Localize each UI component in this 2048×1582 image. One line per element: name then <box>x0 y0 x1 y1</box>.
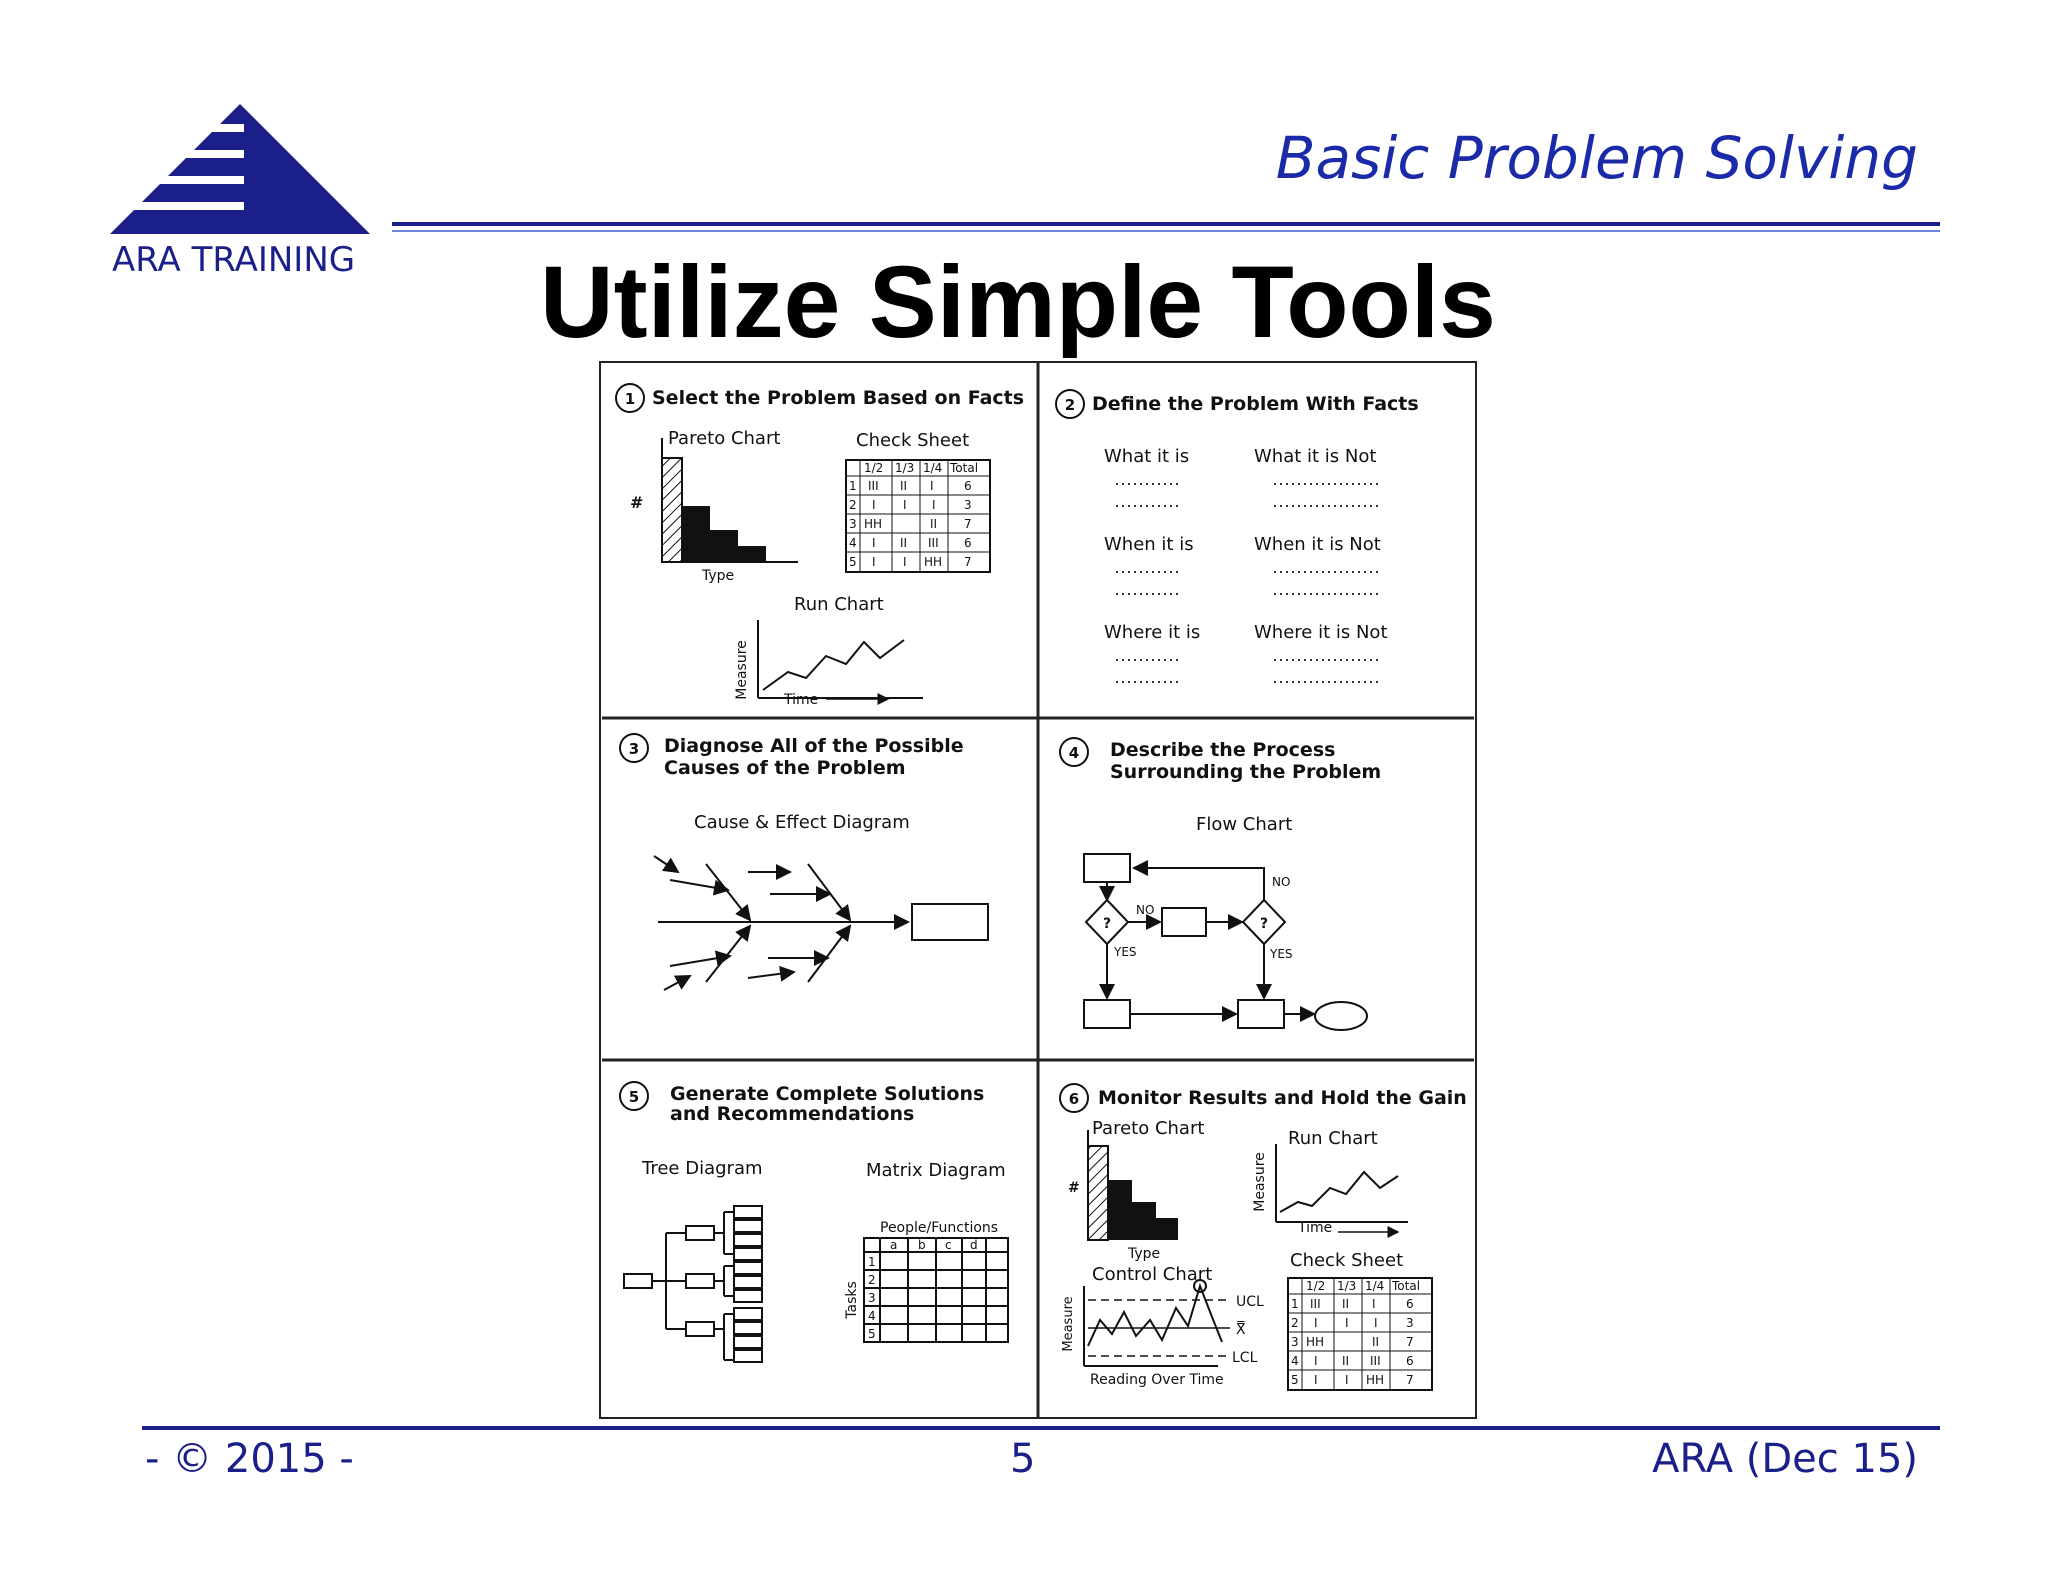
header-rule-thin <box>392 230 1940 232</box>
svg-text:II: II <box>1372 1335 1380 1349</box>
svg-text:HH: HH <box>1366 1373 1385 1387</box>
svg-text:NO: NO <box>1272 875 1291 889</box>
svg-text:2: 2 <box>1291 1316 1299 1330</box>
svg-text:HH: HH <box>1306 1335 1325 1349</box>
check-col: Total <box>1392 1279 1421 1293</box>
svg-text:III: III <box>868 479 879 493</box>
svg-text:I: I <box>1345 1316 1349 1330</box>
svg-text:III: III <box>1370 1354 1381 1368</box>
svg-text:Surrounding the Problem: Surrounding the Problem <box>1110 761 1382 783</box>
footer-rule <box>142 1426 1940 1430</box>
svg-text:?: ? <box>1259 916 1269 932</box>
svg-text:HH: HH <box>924 555 943 569</box>
svg-text:What it is Not: What it is Not <box>1254 446 1377 467</box>
svg-text:4: 4 <box>849 536 857 550</box>
svg-text:and Recommendations: and Recommendations <box>670 1103 915 1125</box>
svg-text:I: I <box>1374 1316 1378 1330</box>
check-col: 1/3 <box>1337 1279 1357 1293</box>
svg-text:6: 6 <box>1406 1297 1414 1311</box>
svg-text:I: I <box>872 536 876 550</box>
svg-text:I: I <box>872 498 876 512</box>
svg-text:Time: Time <box>784 692 819 708</box>
check-col: 1/2 <box>864 461 884 475</box>
svg-text:5: 5 <box>849 555 857 569</box>
svg-text:Measure: Measure <box>734 640 750 700</box>
svg-text:6: 6 <box>1068 1090 1080 1108</box>
svg-text:HH: HH <box>864 517 883 531</box>
svg-text:II: II <box>900 536 908 550</box>
check-col: 1/2 <box>1306 1279 1326 1293</box>
svg-text:Pareto Chart: Pareto Chart <box>1092 1118 1205 1139</box>
svg-text:I: I <box>1372 1297 1376 1311</box>
svg-text:Check Sheet: Check Sheet <box>1290 1250 1404 1271</box>
svg-text:a: a <box>890 1238 898 1252</box>
svg-text:#: # <box>630 493 644 512</box>
header-subtitle: Basic Problem Solving <box>1275 124 1918 192</box>
svg-text:II: II <box>1342 1354 1350 1368</box>
svg-text:II: II <box>930 517 938 531</box>
svg-text:I: I <box>1314 1354 1318 1368</box>
svg-text:7: 7 <box>1406 1373 1414 1387</box>
header-rule <box>392 222 1940 226</box>
svg-text:4: 4 <box>1068 744 1080 762</box>
svg-text:I: I <box>1314 1316 1318 1330</box>
svg-text:c: c <box>945 1238 952 1252</box>
svg-text:3: 3 <box>964 498 972 512</box>
ara-logo <box>108 100 372 240</box>
svg-text:3: 3 <box>868 1291 876 1305</box>
tools-figure <box>598 360 1478 1420</box>
svg-text:UCL: UCL <box>1236 1294 1264 1310</box>
svg-text:Monitor Results and Hold the G: Monitor Results and Hold the Gain <box>1098 1087 1467 1109</box>
svg-text:5: 5 <box>1291 1373 1299 1387</box>
svg-text:II: II <box>1342 1297 1350 1311</box>
svg-text:d: d <box>970 1238 978 1252</box>
footer-copyright: - © 2015 - <box>145 1436 354 1482</box>
svg-text:Type: Type <box>1128 1246 1161 1262</box>
svg-text:Tasks: Tasks <box>844 1281 860 1319</box>
svg-text:Control Chart: Control Chart <box>1092 1264 1213 1285</box>
svg-text:6: 6 <box>1406 1354 1414 1368</box>
svg-text:Run Chart: Run Chart <box>794 594 884 615</box>
svg-text:Diagnose All of the Possible: Diagnose All of the Possible <box>664 735 964 757</box>
check-col: 1/4 <box>1365 1279 1385 1293</box>
svg-text:Type: Type <box>702 568 735 584</box>
svg-text:Measure: Measure <box>1252 1152 1268 1212</box>
svg-text:1: 1 <box>868 1255 876 1269</box>
logo-text: ARA TRAINING <box>112 240 356 280</box>
svg-text:?: ? <box>1102 916 1112 932</box>
check-col: 1/4 <box>923 461 943 475</box>
svg-text:YES: YES <box>1270 947 1293 961</box>
svg-text:When it is: When it is <box>1104 534 1194 555</box>
svg-text:I: I <box>903 498 907 512</box>
svg-text:7: 7 <box>1406 1335 1414 1349</box>
svg-text:Select the Problem Based on Fa: Select the Problem Based on Facts <box>652 387 1025 409</box>
svg-text:I: I <box>932 498 936 512</box>
slide-title: Utilize Simple Tools <box>540 245 1496 359</box>
svg-text:I: I <box>1314 1373 1318 1387</box>
check-col: Total <box>950 461 979 475</box>
svg-text:III: III <box>1310 1297 1321 1311</box>
svg-text:b: b <box>918 1238 926 1252</box>
svg-text:3: 3 <box>1291 1335 1299 1349</box>
svg-text:Define the Problem With Facts: Define the Problem With Facts <box>1092 393 1419 415</box>
svg-text:4: 4 <box>1291 1354 1299 1368</box>
svg-text:3: 3 <box>628 740 640 758</box>
svg-text:Check Sheet: Check Sheet <box>856 430 970 451</box>
svg-text:Matrix Diagram: Matrix Diagram <box>866 1160 1006 1181</box>
svg-text:Reading Over Time: Reading Over Time <box>1090 1372 1224 1388</box>
svg-text:Tree Diagram: Tree Diagram <box>642 1158 763 1179</box>
svg-text:When it is Not: When it is Not <box>1254 534 1381 555</box>
svg-text:5: 5 <box>628 1088 640 1106</box>
svg-text:Flow Chart: Flow Chart <box>1196 814 1293 835</box>
check-col: 1/3 <box>895 461 915 475</box>
svg-text:5: 5 <box>868 1327 876 1341</box>
svg-text:Generate Complete Solutions: Generate Complete Solutions <box>670 1083 985 1105</box>
svg-text:3: 3 <box>849 517 857 531</box>
svg-text:2: 2 <box>849 498 857 512</box>
svg-text:Time: Time <box>1298 1220 1333 1236</box>
svg-text:7: 7 <box>964 517 972 531</box>
svg-text:I: I <box>903 555 907 569</box>
svg-text:YES: YES <box>1114 945 1137 959</box>
svg-text:1: 1 <box>1291 1297 1299 1311</box>
svg-text:X̿: X̿ <box>1236 1322 1246 1338</box>
svg-text:Causes of the Problem: Causes of the Problem <box>664 757 906 779</box>
svg-text:1: 1 <box>624 390 636 408</box>
svg-text:2: 2 <box>868 1273 876 1287</box>
svg-text:Cause & Effect Diagram: Cause & Effect Diagram <box>694 812 910 833</box>
svg-text:III: III <box>928 536 939 550</box>
svg-text:I: I <box>1345 1373 1349 1387</box>
svg-text:6: 6 <box>964 479 972 493</box>
svg-text:#: # <box>1068 1180 1080 1196</box>
svg-text:6: 6 <box>964 536 972 550</box>
svg-text:3: 3 <box>1406 1316 1414 1330</box>
svg-text:Where it is Not: Where it is Not <box>1254 622 1388 643</box>
svg-text:I: I <box>930 479 934 493</box>
svg-text:What it is: What it is <box>1104 446 1190 467</box>
svg-text:I: I <box>872 555 876 569</box>
svg-text:Measure: Measure <box>1061 1296 1076 1352</box>
svg-text:2: 2 <box>1064 396 1076 414</box>
svg-text:II: II <box>900 479 908 493</box>
svg-text:NO: NO <box>1136 903 1155 917</box>
svg-text:4: 4 <box>868 1309 876 1323</box>
svg-text:Where it is: Where it is <box>1104 622 1201 643</box>
svg-text:Run Chart: Run Chart <box>1288 1128 1378 1149</box>
page-number: 5 <box>1010 1436 1036 1482</box>
svg-text:Describe the Process: Describe the Process <box>1110 739 1336 761</box>
svg-text:LCL: LCL <box>1232 1350 1258 1366</box>
svg-text:Pareto Chart: Pareto Chart <box>668 428 781 449</box>
footer-date: ARA (Dec 15) <box>1652 1436 1918 1482</box>
svg-text:People/Functions: People/Functions <box>880 1220 999 1236</box>
svg-text:7: 7 <box>964 555 972 569</box>
svg-text:1: 1 <box>849 479 857 493</box>
